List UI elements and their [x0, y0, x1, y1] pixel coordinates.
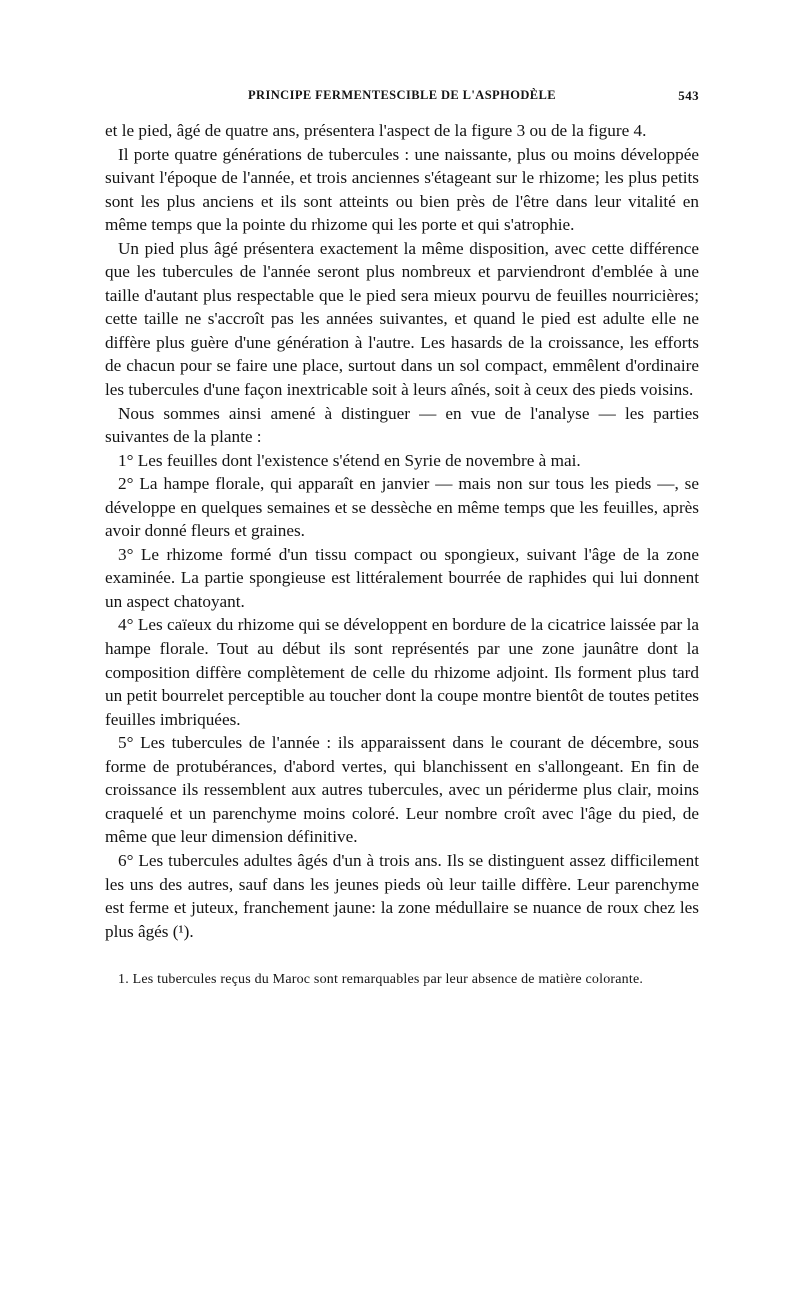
- list-item-new-tubers: 5° Les tubercules de l'année : ils apparaissent dans le courant de décembre, sous forme de protubérances, d'abord vertes, qui blanchissent en s'allongeant. En fin de croissance ils ressemblent aux autres tubercules, avec un périderme plus clair, moins craquelé et un parenchyme moins coloré. Leur nombre croît avec l'âge du pied, de même que leur dimension définitive.: [105, 733, 699, 847]
- paragraph-continuation: et le pied, âgé de quatre ans, présentera l'aspect de la figure 3 ou de la figure 4.: [105, 121, 647, 140]
- list-item-floral-stem: 2° La hampe florale, qui apparaît en janvier — mais non sur tous les pieds —, se développe en quelques semaines et se dessèche en même temps que les feuilles, après avoir donné fleurs et graines.: [105, 474, 699, 541]
- paragraph-parts-intro: Nous sommes ainsi amené à distinguer — en vue de l'analyse — les parties suivantes de la plante :: [105, 403, 699, 447]
- list-item-offsets: 4° Les caïeux du rhizome qui se développent en bordure de la cicatrice laissée par la hampe florale. Tout au début ils sont représentés par une zone jaunâtre dont la composition diffère complètement de celle du rhizome adjoint. Ils forment plus tard un petit bourrelet perceptible au toucher dont la coupe montre bientôt de toutes petites feuilles imbriquées.: [105, 615, 699, 729]
- body-text: [105, 119, 699, 943]
- page-number: 543: [678, 88, 699, 103]
- list-item-adult-tubers: 6° Les tubercules adultes âgés d'un à trois ans. Ils se distinguent assez difficilement les uns des autres, sauf dans les jeunes pieds où leur taille diffère. Leur parenchyme est ferme et juteux, franchement jaune: la zone médullaire se nuance de roux chez les plus âgés (¹).: [105, 850, 699, 941]
- paragraph-older-plant: Un pied plus âgé présentera exactement la même disposition, avec cette différence que les tubercules de l'année seront plus nombreux et parviendront d'emblée à une taille d'autant plus respectable que le pied sera mieux pourvu de feuilles nourricières; cette taille ne s'accroît pas les années suivantes, et quand le pied est adulte elle ne diffère plus guère d'une génération à l'autre. Les hasards de la croissance, les efforts de chacun pour se faire une place, surtout dans un sol compact, emmêlent d'ordinaire les tubercules d'une façon inextricable soit à leurs aînés, soit à ceux des pieds voisins.: [105, 238, 699, 400]
- paragraph-generations: Il porte quatre générations de tubercules : une naissante, plus ou moins développée suivant l'époque de l'année, et trois anciennes s'étageant sur le rhizome; les plus petits sont les plus anciens et ils sont atteints ou bien près de l'être dans leur vitalité en même temps que la pointe du rhizome qui les porte et qui s'atrophie.: [105, 144, 699, 235]
- running-head: [105, 84, 699, 106]
- footnote: 1. Les tubercules reçus du Maroc sont remarquables par leur absence de matière colorante.: [118, 972, 644, 988]
- list-item-rhizome: 3° Le rhizome formé d'un tissu compact ou spongieux, suivant l'âge de la zone examinée. La partie spongieuse est littéralement bourrée de raphides qui lui donnent un aspect chatoyant.: [105, 544, 699, 611]
- running-head-title: PRINCIPE FERMENTESCIBLE DE L'ASPHODÈLE: [248, 88, 556, 102]
- footnote-section: [105, 970, 699, 989]
- book-page: [105, 84, 699, 989]
- list-item-leaves: 1° Les feuilles dont l'existence s'étend en Syrie de novembre à mai.: [118, 450, 581, 470]
